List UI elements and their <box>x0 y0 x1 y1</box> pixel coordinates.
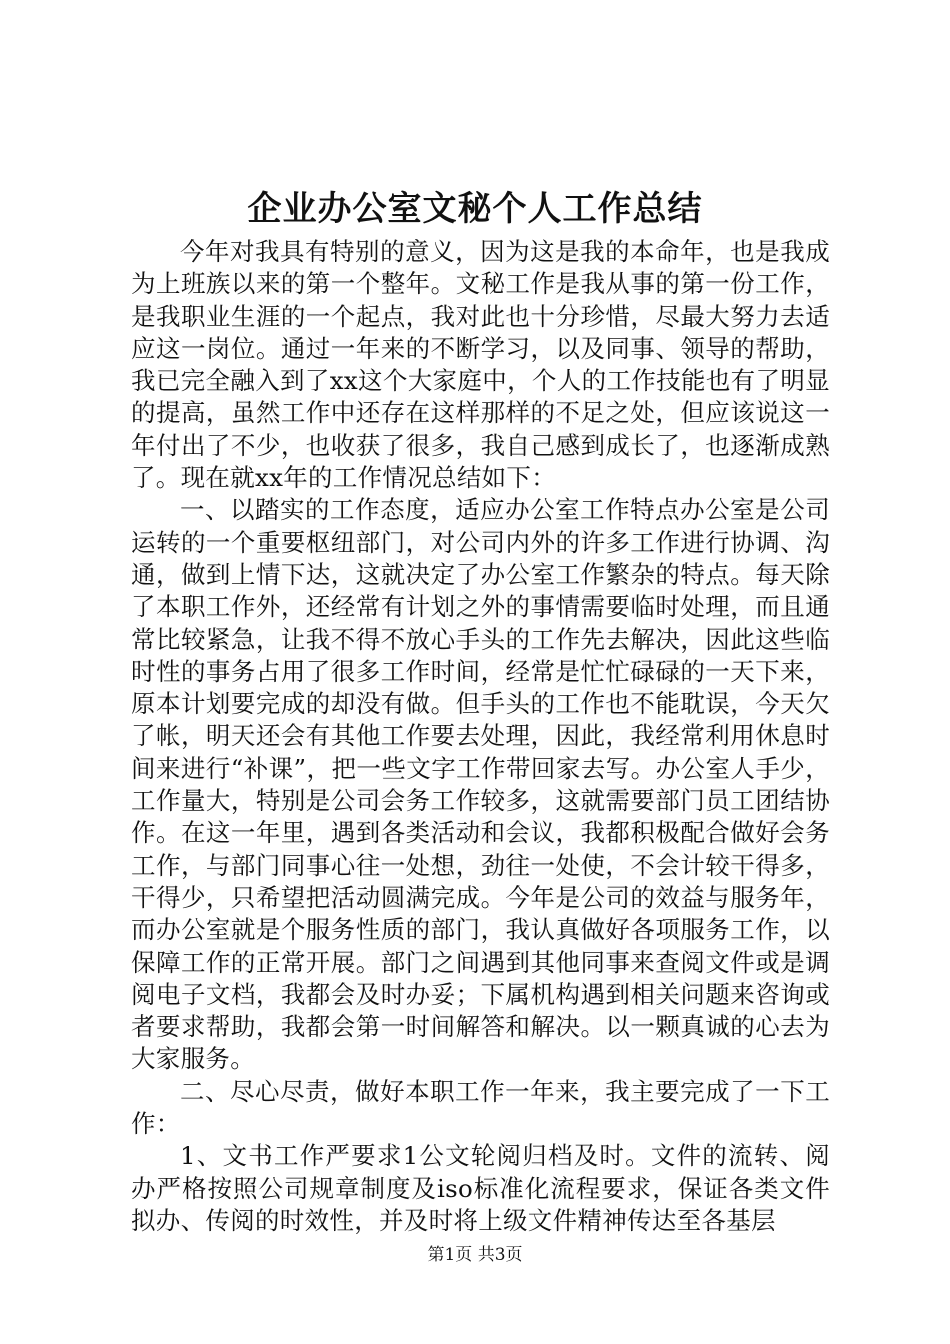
document-title: 企业办公室文秘个人工作总结 <box>247 189 703 229</box>
paragraph-intro: 今年对我具有特别的意义，因为这是我的本命年，也是我成为上班族以来的第一个整年。文秘工作是我从事的第一份工作，是我职业生涯的一个起点，我对此也十分珍惜，尽最大努力去适应这一岗位。通过一年来的不断学习，以及同事、领导的帮助，我已完全融入到了xx这个大家庭中，个人的工作技能也有了明显的提高，虽然工作中还存在这样那样的不足之处，但应该说这一年付出了不少，也收获了很多，我自己感到成长了，也逐渐成熟了。现在就xx年的工作情况总结如下： <box>131 237 830 493</box>
paragraph-item-one: 1、文书工作严要求1公文轮阅归档及时。文件的流转、阅办严格按照公司规章制度及iso标准化流程要求，保证各类文件拟办、传阅的时效性，并及时将上级文件精神传达至各基层 <box>131 1141 830 1235</box>
document-body <box>131 236 830 1237</box>
page-footer: 第1页 共3页 <box>427 1245 523 1265</box>
paragraph-section-one: 一、以踏实的工作态度，适应办公室工作特点办公室是公司运转的一个重要枢纽部门，对公司内外的许多工作进行协调、沟通，做到上情下达，这就决定了办公室工作繁杂的特点。每天除了本职工作外，还经常有计划之外的事情需要临时处理，而且通常比较紧急，让我不得不放心手头的工作先去解决，因此这些临时性的事务占用了很多工作时间，经常是忙忙碌碌的一天下来，原本计划要完成的却没有做。但手头的工作也不能耽误，今天欠了帐，明天还会有其他工作要去处理，因此，我经常利用休息时间来进行“补课”，把一些文字工作带回家去写。办公室人手少，工作量大，特别是公司会务工作较多，这就需要部门员工团结协作。在这一年里，遇到各类活动和会议，我都积极配合做好会务工作，与部门同事心往一处想，劲往一处使，不会计较干得多，干得少，只希望把活动圆满完成。今年是公司的效益与服务年，而办公室就是个服务性质的部门，我认真做好各项服务工作，以保障工作的正常开展。部门之间遇到其他同事来查阅文件或是调阅电子文档，我都会及时办妥；下属机构遇到相关问题来咨询或者要求帮助，我都会第一时间解答和解决。以一颗真诚的心去为大家服务。 <box>131 495 830 1074</box>
paragraph-section-two: 二、尽心尽责，做好本职工作一年来，我主要完成了一下工作： <box>131 1076 830 1139</box>
